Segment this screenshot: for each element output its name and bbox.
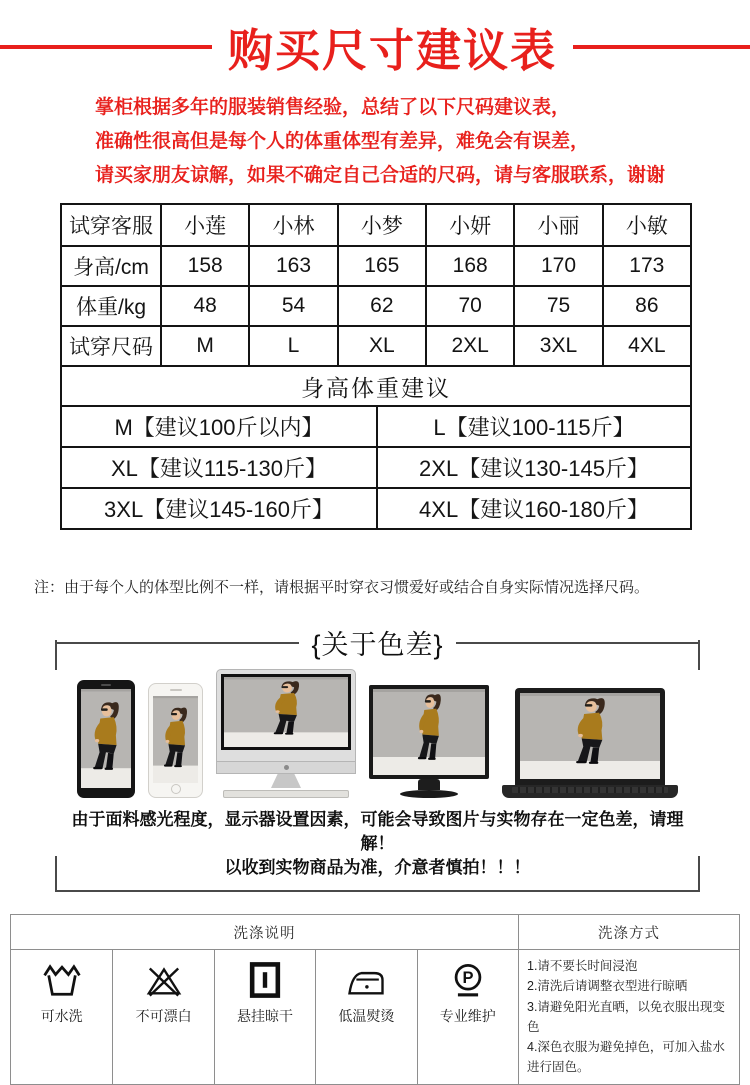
care-step: 3.请避免阳光直晒，以免衣服出现变色 [527, 999, 725, 1034]
frame-corner [55, 640, 57, 670]
frame-corner [698, 856, 700, 890]
size-value-cell: M [160, 325, 248, 365]
apple-logo-icon [284, 765, 289, 770]
professional-care-icon [446, 959, 490, 1001]
banner-line-right [573, 45, 750, 49]
size-value-cell: 小梦 [337, 205, 425, 245]
care-item-label: 可水洗 [40, 1008, 83, 1024]
care-item-label: 低温熨烫 [338, 1008, 395, 1024]
size-value-cell: 小妍 [425, 205, 513, 245]
row-label-cell: 试穿客服 [69, 215, 153, 238]
intro-text [95, 91, 750, 193]
size-value-cell: 173 [602, 245, 690, 285]
size-value-cell: 小丽 [513, 205, 601, 245]
size-table [60, 203, 692, 530]
frame-corner [698, 640, 700, 670]
header-line-left [55, 642, 299, 644]
banner-line-left [0, 45, 212, 49]
size-value-cell: 小林 [248, 205, 336, 245]
suggestion-header: 身高体重建议 [62, 365, 690, 405]
color-disclaimer [55, 808, 700, 880]
size-value-cell: L [248, 325, 336, 365]
color-section-header [55, 623, 700, 662]
white-phone-device [148, 683, 203, 798]
care-instructions [518, 949, 739, 1084]
size-note: 注：由于每个人的体型比例不一样，请根据平时穿衣习惯爱好或结合自身实际情况选择尺码。 [34, 579, 650, 596]
imac-screen [216, 669, 356, 762]
intro-line-3: 请买家朋友谅解，如果不确定自己合适的尺码，请与客服联系，谢谢 [95, 165, 666, 186]
size-value-cell: 62 [337, 285, 425, 325]
size-value-cell: 4XL [602, 325, 690, 365]
device-preview-row [55, 676, 700, 798]
size-value-cell: 小敏 [602, 205, 690, 245]
care-item [214, 949, 315, 1084]
size-value-cell: 86 [602, 285, 690, 325]
size-value-cell: 170 [513, 245, 601, 285]
laptop-keyboard-deck [502, 785, 678, 798]
size-value-cell: 158 [160, 245, 248, 285]
hand-wash-icon [40, 959, 84, 1001]
title-banner [0, 14, 750, 79]
size-value-cell: 163 [248, 245, 336, 285]
suggestion-cell: 4XL【建议160-180斤】 [376, 487, 690, 528]
intro-line-2: 准确性很高但是每个人的体重体型有差异，难免会有误差， [95, 131, 590, 152]
model-photo [373, 689, 485, 775]
model-photo [520, 693, 660, 779]
black-laptop-device [502, 688, 678, 798]
care-step: 1.请不要长时间浸泡 [527, 959, 638, 973]
monitor-base [400, 790, 458, 798]
keyboard [223, 790, 349, 798]
disclaimer-line-1: 由于面料感光程度，显示器设置因素，可能会导致图片与实物存在一定色差，请理解！ [71, 810, 684, 853]
care-item [112, 949, 213, 1084]
model-photo [81, 689, 131, 788]
suggestion-cell: 3XL【建议145-160斤】 [62, 487, 376, 528]
header-line-right [456, 642, 700, 644]
care-item-label: 不可漂白 [135, 1008, 192, 1024]
row-label-cell: 身高/cm [62, 245, 160, 285]
laptop-screen [515, 688, 665, 785]
size-value-cell: 54 [248, 285, 336, 325]
suggestion-cell: L【建议100-115斤】 [376, 405, 690, 446]
frame-corner [55, 856, 57, 890]
black-monitor-device [369, 685, 489, 798]
size-table-measurements [62, 205, 690, 365]
color-difference-section [55, 623, 700, 892]
model-photo [153, 696, 198, 783]
hang-dry-icon [243, 959, 287, 1001]
size-value-cell: 2XL [425, 325, 513, 365]
care-table [10, 914, 740, 1085]
intro-line-1: 掌柜根据多年的服装销售经验，总结了以下尺码建议表， [95, 97, 571, 118]
no-bleach-icon [142, 959, 186, 1001]
row-label-cell: 体重/kg [62, 285, 160, 325]
suggestion-cell: M【建议100斤以内】 [62, 405, 376, 446]
care-left-header: 洗涤说明 [233, 925, 296, 942]
model-photo [224, 677, 348, 747]
care-item [315, 949, 416, 1084]
size-value-cell: 小莲 [160, 205, 248, 245]
care-step: 2.清洗后请调整衣型进行晾晒 [527, 979, 688, 994]
size-value-cell: 3XL [513, 325, 601, 365]
row-label-cell: 试穿尺码 [62, 325, 160, 365]
svg-text:P: P [462, 969, 474, 988]
care-item-label: 悬挂晾干 [236, 1008, 293, 1024]
size-value-cell: 70 [425, 285, 513, 325]
imac-desktop-device [216, 669, 356, 798]
care-item [417, 949, 518, 1084]
page-title: 购买尺寸建议表 [228, 25, 558, 76]
care-item [11, 949, 112, 1084]
iron-low-temp-icon [344, 959, 388, 1001]
care-right-header: 洗涤方式 [518, 915, 739, 949]
suggestion-cell: XL【建议115-130斤】 [62, 446, 376, 487]
care-item-label: 专业维护 [439, 1008, 496, 1024]
imac-chin [216, 762, 356, 774]
color-section-title: {关于色差} [311, 630, 444, 660]
size-value-cell: 165 [337, 245, 425, 285]
black-phone-device [77, 680, 135, 798]
care-step: 4.深色衣服为避免掉色，可加入盐水进行固色。 [527, 1040, 725, 1075]
monitor-stand [418, 779, 440, 790]
size-value-cell: XL [337, 325, 425, 365]
suggestion-cell: 2XL【建议130-145斤】 [376, 446, 690, 487]
size-suggestions [62, 405, 690, 528]
monitor-screen [369, 685, 489, 779]
disclaimer-line-2: 以收到实物商品为准，介意者慎拍！！！ [224, 858, 531, 877]
size-value-cell: 48 [160, 285, 248, 325]
imac-stand [271, 774, 301, 788]
size-value-cell: 75 [513, 285, 601, 325]
size-value-cell: 168 [425, 245, 513, 285]
